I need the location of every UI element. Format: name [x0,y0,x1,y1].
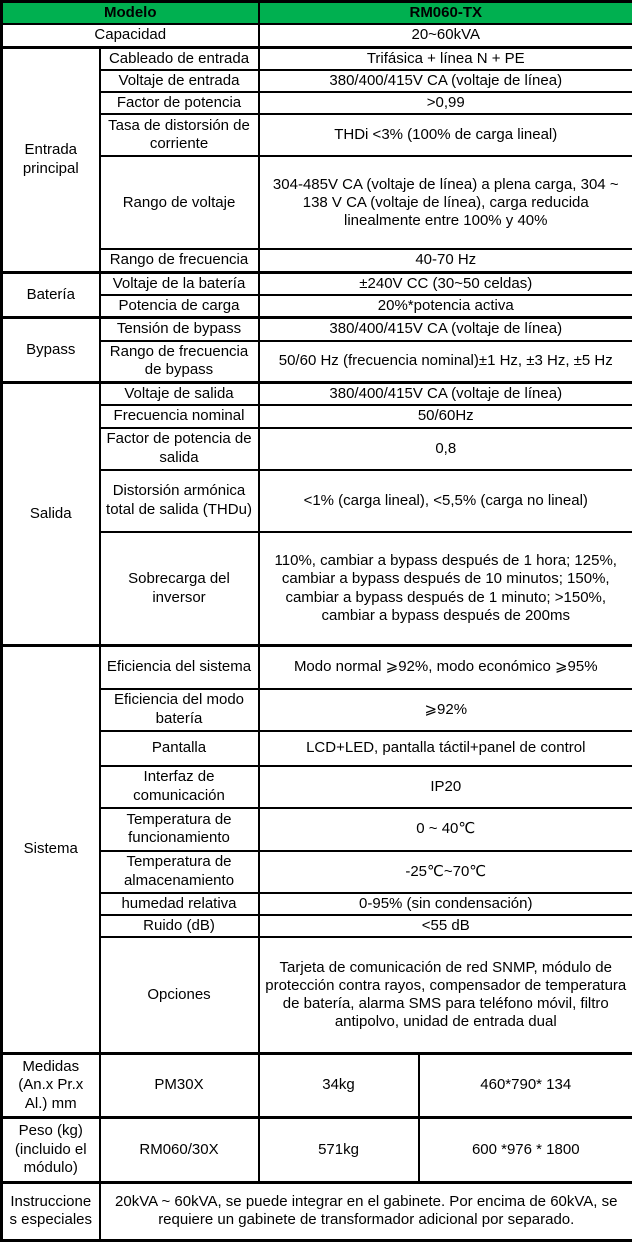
dim-size-cell: 600 *976 * 1800 [419,1117,632,1182]
spec-value-cell: <55 dB [259,915,632,937]
spec-value-cell: 380/400/415V CA (voltaje de línea) [259,70,632,92]
spec-value-cell: 0-95% (sin condensación) [259,893,632,915]
category-cell-sistema: Sistema [2,646,100,1054]
table-row-special [2,1182,632,1240]
spec-value-cell: -25℃~70℃ [259,851,632,893]
spec-label-cell: Rango de voltaje [100,156,259,249]
spec-value-cell: ⩾92% [259,689,632,731]
table-row [2,318,632,341]
spec-label-cell: Eficiencia del modo batería [100,689,259,731]
spec-label-cell: humedad relativa [100,893,259,915]
model-value-cell: RM060-TX [259,2,632,25]
dim-size-cell: 460*790* 134 [419,1053,632,1117]
table-row [2,383,632,406]
spec-label-cell: Pantalla [100,731,259,766]
dim-label-cell: Medidas (An.x Pr.x Al.) mm [2,1053,100,1117]
table-row [2,272,632,295]
spec-label-cell: Opciones [100,937,259,1053]
dim-model-cell: PM30X [100,1053,259,1117]
spec-label-cell: Voltaje de entrada [100,70,259,92]
spec-label-cell: Distorsión armónica total de salida (THDu) [100,470,259,532]
spec-label-cell: Factor de potencia [100,92,259,114]
spec-label-cell: Temperatura de almacenamiento [100,851,259,893]
dim-weight-cell: 34kg [259,1053,419,1117]
model-header-cell: Modelo [2,2,259,25]
capacity-label-cell: Capacidad [2,24,259,47]
spec-value-cell: Tarjeta de comunicación de red SNMP, módulo de protección contra rayos, compensador de temperatura de batería, alarma SMS para teléfono móvil, filtro antipolvo, unidad de entrada dual [259,937,632,1053]
spec-label-cell: Sobrecarga del inversor [100,532,259,646]
category-cell-bypass: Bypass [2,318,100,383]
spec-value-cell: THDi <3% (100% de carga lineal) [259,114,632,156]
spec-value-cell: Modo normal ⩾92%, modo económico ⩾95% [259,646,632,689]
spec-label-cell: Interfaz de comunicación [100,766,259,808]
spec-label-cell: Rango de frecuencia de bypass [100,341,259,383]
spec-value-cell: >0,99 [259,92,632,114]
spec-label-cell: Voltaje de la batería [100,272,259,295]
spec-label-cell: Factor de potencia de salida [100,428,259,470]
table-row-dimensions [2,1053,632,1117]
spec-value-cell: 20%*potencia activa [259,295,632,318]
spec-value-cell: LCD+LED, pantalla táctil+panel de control [259,731,632,766]
spec-label-cell: Tasa de distorsión de corriente [100,114,259,156]
spec-label-cell: Potencia de carga [100,295,259,318]
dim-label-cell: Peso (kg) (incluido el módulo) [2,1117,100,1182]
dim-model-cell: RM060/30X [100,1117,259,1182]
spec-value-cell: 50/60Hz [259,405,632,427]
spec-label-cell: Frecuencia nominal [100,405,259,427]
table-row [2,47,632,70]
spec-value-cell: <1% (carga lineal), <5,5% (carga no lineal) [259,470,632,532]
spec-label-cell: Rango de frecuencia [100,249,259,272]
spec-label-cell: Ruido (dB) [100,915,259,937]
spec-value-cell: 0,8 [259,428,632,470]
table-row [2,646,632,689]
capacity-value-cell: 20~60kVA [259,24,632,47]
spec-label-cell: Tensión de bypass [100,318,259,341]
spec-value-cell: 50/60 Hz (frecuencia nominal)±1 Hz, ±3 Hz, ±5 Hz [259,341,632,383]
spec-value-cell: 40-70 Hz [259,249,632,272]
category-cell-entrada-principal: Entrada principal [2,47,100,272]
spec-label-cell: Eficiencia del sistema [100,646,259,689]
spec-value-cell: 304-485V CA (voltaje de línea) a plena carga, 304 ~ 138 V CA (voltaje de línea), carga reducida linealmente entre 100% y 40% [259,156,632,249]
spec-value-cell: IP20 [259,766,632,808]
spec-value-cell: 0 ~ 40℃ [259,808,632,851]
spec-value-cell: ±240V CC (30~50 celdas) [259,272,632,295]
table-row-header [2,2,632,25]
spec-label-cell: Cableado de entrada [100,47,259,70]
table-row-capacity [2,24,632,47]
dim-weight-cell: 571kg [259,1117,419,1182]
special-label-cell: Instrucciones especiales [2,1182,100,1240]
spec-value-cell: 380/400/415V CA (voltaje de línea) [259,383,632,406]
spec-value-cell: 380/400/415V CA (voltaje de línea) [259,318,632,341]
category-cell-salida: Salida [2,383,100,646]
category-cell-bateria: Batería [2,272,100,318]
special-value-cell: 20kVA ~ 60kVA, se puede integrar en el gabinete. Por encima de 60kVA, se requiere un gabinete de transformador adicional por separado. [100,1182,632,1240]
spec-value-cell: Trifásica + línea N + PE [259,47,632,70]
spec-label-cell: Temperatura de funcionamiento [100,808,259,851]
spec-label-cell: Voltaje de salida [100,383,259,406]
spec-value-cell: 110%, cambiar a bypass después de 1 hora; 125%, cambiar a bypass después de 10 minutos; 150%, cambiar a bypass después de 1 minuto; >150%, cambiar a bypass después de 200ms [259,532,632,646]
table-row-weight [2,1117,632,1182]
